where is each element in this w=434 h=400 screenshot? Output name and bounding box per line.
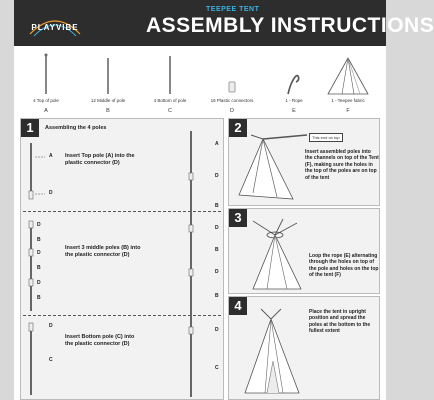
part-label: 16 Plastic connectors (210, 98, 254, 103)
label-a: A (49, 153, 53, 159)
label-a: A (215, 141, 219, 147)
label-c: C (49, 357, 53, 363)
label-d: D (215, 327, 219, 333)
label-b: B (37, 265, 41, 271)
step-4-text: Place the tent in upright position and spread the poles at the bottom to the fullest extent (309, 309, 371, 335)
rope-icon (266, 50, 322, 100)
assembled-pole-diagram (171, 129, 221, 399)
part-b (80, 46, 136, 122)
part-letter: A (44, 108, 48, 114)
playvibe-logo (24, 4, 86, 42)
label-d: D (37, 250, 41, 256)
callout-this-end-on-top: This end on top (309, 133, 343, 142)
step-1-heading: Assembling the 4 poles (45, 125, 107, 131)
subtitle: TEEPEE TENT (206, 6, 260, 13)
part-letter: B (106, 108, 110, 114)
header-bar (14, 0, 434, 46)
label-b: B (37, 295, 41, 301)
label-d: D (37, 222, 41, 228)
standing-teepee-diagram (239, 309, 305, 399)
part-label: 12 Middle of pole (90, 98, 126, 103)
part-label: 4 Bottom of pole (153, 98, 187, 103)
connector-icon (204, 50, 260, 100)
step-1-panel (20, 118, 224, 400)
rope-loop-diagram (243, 217, 313, 293)
teepee-fabric-icon (320, 50, 376, 100)
step-1a-text: Insert Top pole (A) into the plastic connector (D) (65, 153, 135, 166)
label-b: B (215, 247, 219, 253)
step-1b-text: Insert 3 middle poles (B) into the plastic connector (D) (65, 245, 141, 258)
step-number: 4 (229, 297, 247, 315)
step-number: 2 (229, 119, 247, 137)
step-4-panel (228, 296, 380, 400)
step-number: 3 (229, 209, 247, 227)
label-d: D (215, 173, 219, 179)
label-b: B (215, 293, 219, 299)
part-d (204, 46, 260, 122)
step-1c-text: Insert Bottom pole (C) into the plastic connector (D) (65, 334, 135, 347)
part-letter: C (168, 108, 172, 114)
parts-list (14, 46, 386, 122)
step-2-text: Insert assembled poles into the channels on top of the Tent (F), making sure the holes in the top of the poles are on top of the tent (305, 149, 379, 181)
part-a (18, 46, 74, 122)
step-3-text: Loop the rope (E) alternating through the holes on top of the pole and holes on the top of the tent (F) (309, 253, 379, 279)
svg-text:PLAYVIBE: PLAYVIBE (31, 23, 79, 32)
middle-pole-icon (80, 50, 136, 100)
part-f (320, 46, 376, 122)
label-d: D (215, 269, 219, 275)
label-d: D (49, 323, 53, 329)
step-number: 1 (21, 119, 39, 137)
part-label: 1 - Teepee fabric (331, 98, 365, 103)
page-title: ASSEMBLY INSTRUCTIONS (146, 14, 434, 37)
step-2-panel (228, 118, 380, 206)
top-pole-icon (18, 50, 74, 100)
label-b: B (37, 237, 41, 243)
part-label: 4 Top of pole (33, 98, 59, 103)
label-b: B (215, 203, 219, 209)
step-3-panel (228, 208, 380, 294)
bottom-pole-icon (142, 50, 198, 100)
part-c (142, 46, 198, 122)
label-d: D (49, 190, 53, 196)
part-letter: F (346, 108, 350, 114)
part-e (266, 46, 322, 122)
part-label: 1 - Rope (285, 98, 303, 103)
part-letter: D (230, 108, 234, 114)
label-c: C (215, 365, 219, 371)
label-d: D (37, 280, 41, 286)
tent-with-poles-diagram (233, 133, 313, 205)
label-d: D (215, 225, 219, 231)
instruction-sheet (14, 0, 434, 400)
part-letter: E (292, 108, 296, 114)
